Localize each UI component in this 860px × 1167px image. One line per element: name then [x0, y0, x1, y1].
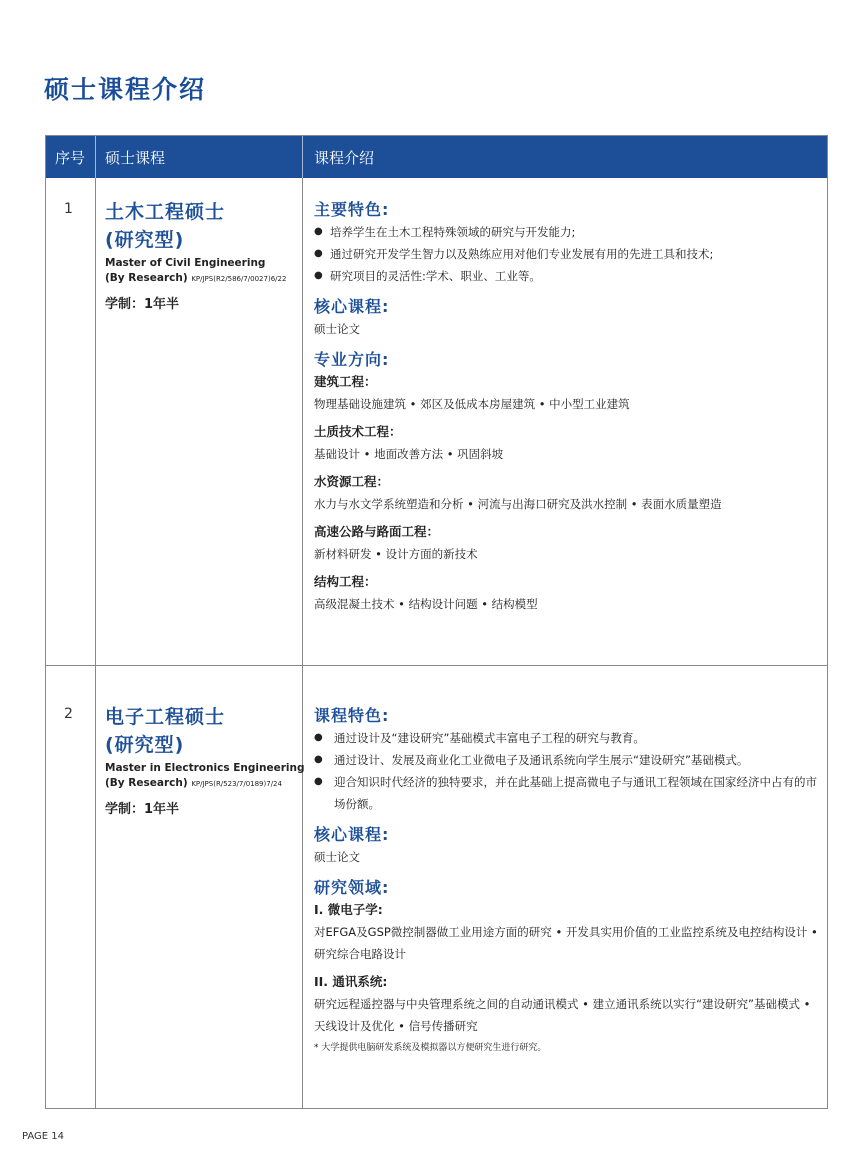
specialization-items: 基础设计 • 地面改善方法 • 巩固斜坡: [314, 447, 504, 461]
course-name-en-line2: [105, 271, 305, 287]
list-item: ● 培养学生在土木工程特殊领域的研究与开发能力;: [314, 221, 819, 243]
row-number: 1: [64, 201, 73, 217]
section-heading: 主要特色:: [314, 200, 390, 219]
specialization-items: 水力与水文学系统塑造和分析 • 河流与出海口研究及洪水控制 • 表面水质量塑造: [314, 497, 722, 511]
specialization-items: 物理基础设施建筑 • 郊区及低成本房屋建筑 • 中小型工业建筑: [314, 397, 630, 411]
header-divider: [302, 136, 303, 178]
header-seq: 序号: [55, 149, 86, 167]
course-type-en: (By Research): [105, 777, 188, 789]
header-intro: 课程介绍: [314, 149, 375, 167]
accreditation-code: KP/JPS(R2/586/7/0027)6/22: [191, 275, 287, 283]
section-heading: 核心课程:: [314, 297, 390, 316]
section-heading: 研究领域:: [314, 878, 390, 897]
page-number: PAGE 14: [22, 1131, 65, 1142]
course-name-zh: 电子工程硕士: [105, 706, 226, 728]
course-name-block: [105, 198, 305, 312]
row-divider: [46, 665, 827, 666]
course-intro: [314, 705, 819, 1059]
footnote: * 大学提供电脑研发系统及模拟器以方便研究生进行研究。: [314, 1043, 547, 1053]
specialization-title: 高速公路与路面工程：: [314, 524, 440, 539]
header-divider: [95, 136, 96, 178]
specialization-title: 建筑工程：: [314, 374, 377, 389]
course-name-en: [105, 761, 305, 792]
course-intro: [314, 199, 819, 615]
course-type-zh: (研究型): [105, 229, 185, 251]
column-divider: [95, 178, 96, 1108]
study-duration: 学制：1年半: [105, 802, 180, 817]
core-course: 硕士论文: [314, 850, 360, 864]
specialization-items: 新材料研发 • 设计方面的新技术: [314, 547, 478, 561]
section-heading: 课程特色:: [314, 706, 390, 725]
accreditation-code: KP/JPS(R/523/7/0189)7/24: [191, 780, 282, 788]
specialization-title: 水资源工程：: [314, 474, 390, 489]
section-heading: 专业方向:: [314, 350, 390, 369]
list-item: ● 通过研究开发学生智力以及熟练应用对他们专业发展有用的先进工具和技术;: [314, 243, 819, 265]
research-area-title: II. 通讯系统:: [314, 974, 388, 989]
course-name-zh: 土木工程硕士: [105, 201, 226, 223]
course-name-block: [105, 703, 305, 817]
row-number: 2: [64, 706, 73, 722]
specialization-title: 结构工程：: [314, 574, 377, 589]
list-item: ● 研究项目的灵活性:学术、职业、工业等。: [314, 265, 819, 287]
course-type-en: (By Research): [105, 272, 188, 284]
page-title: 硕士课程介绍: [44, 75, 207, 104]
specialization-items: 高级混凝土技术 • 结构设计问题 • 结构模型: [314, 597, 538, 611]
course-name-en-line1: Master of Civil Engineering: [105, 257, 266, 269]
list-item: ● 通过设计及“建设研究”基础模式丰富电子工程的研究与教育。: [314, 727, 819, 749]
study-duration: 学制：1年半: [105, 297, 180, 312]
research-area-items: 对EFGA及GSP微控制器做工业用途方面的研究 • 开发具实用价值的工业监控系统及电控结构设计 • 研究综合电路设计: [314, 925, 818, 961]
list-item: ● 迎合知识时代经济的独特要求，并在此基础上提高微电子与通讯工程领域在国家经济中占有的市场份额。: [314, 771, 819, 815]
course-type-zh: (研究型): [105, 734, 185, 756]
course-name-en-line2: [105, 776, 305, 792]
column-divider: [302, 178, 303, 1108]
core-course: 硕士论文: [314, 322, 360, 336]
course-table: [45, 135, 828, 1109]
header-course: 硕士课程: [105, 149, 166, 167]
research-area-items: 研究远程遥控器与中央管理系统之间的自动通讯模式 • 建立通讯系统以实行“建设研究”基础模式 • 天线设计及优化 • 信号传播研究: [314, 997, 811, 1033]
section-heading: 核心课程:: [314, 825, 390, 844]
research-area-title: I. 微电子学:: [314, 902, 383, 917]
table-header: [46, 136, 827, 178]
list-item: ● 通过设计、发展及商业化工业微电子及通讯系统向学生展示“建设研究”基础模式。: [314, 749, 819, 771]
specialization-title: 土质技术工程：: [314, 424, 402, 439]
course-name-en: [105, 256, 305, 287]
course-name-en-line1: Master in Electronics Engineering: [105, 762, 305, 774]
